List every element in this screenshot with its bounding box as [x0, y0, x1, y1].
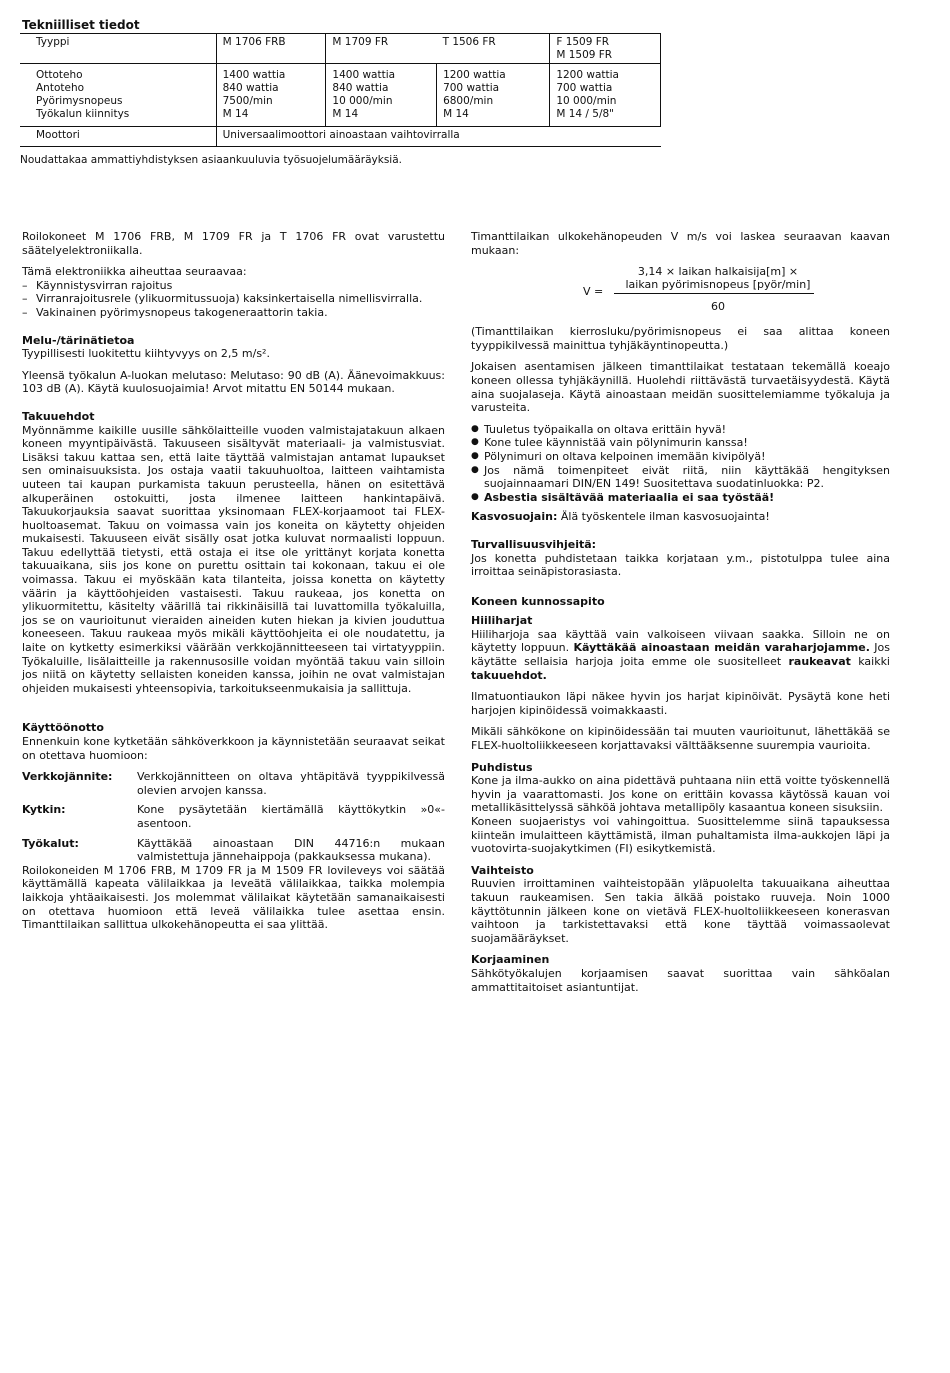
model-t1506: T 1506 FR: [437, 34, 550, 64]
list-item: ● Pölynimuri on oltava kelpoinen imemään kivipölyä!: [471, 450, 890, 464]
noise-heading: Melu-/tärinätietoa: [22, 333, 135, 347]
warranty-paragraph: Myönnämme kaikille uusille sähkölaitteille vuoden valmistajatakuun alkaen koneen myyntipäivästä. Takuuseen sisältyvät materiaali- ja valmistusviat. Lisäksi takuu kattaa sen, että laite täyttää valmistajan antamat lupaukset sen ominaisuuksista. Jos ostaja vaatii takuuhuoltoa, laitteen vaihtamista uuteen tai kaupan purkamista takuun perusteella, hänen on esitettävä alkuperäinen ostokuitti, josta ilmenee laitteen hankintapäivä. Takuukorjauksia saavat suorittaa yksinomaan FLEX-korjaamoot tai FLEX-huoltoasemat. Takuu on voimassa vain jos koneita on käytetty ohjeiden mukaisesti. Takuuseen eivät sisälly osat jotka kuluvat normaalisti loppuun. Takuu edellyttää tietysti, että ostaja ei itse ole yrittänyt korjata konetta takuuaikana, siis jos kone on purettu osittain tai kokonaan, takuu ei ole voimassa. Takuu ei myöskään kata tilanteita, joissa konetta on käytetty väärin ja käyttöohjeiden vastaisesti. Takuu raukeaa, jos konetta on ylikuormitettu, käsitelty väärillä tai rikkinäisillä tai luvattomilla työkaluilla, jos se on vaurioitunut vieraiden aineiden kuten hiekan ja kivien jouduttua koneeseen. Takuu raukeaa myös mikäli käyttöohjeita ei ole noudatettu, ja laite on kytketty esimerkiksi väärään verkkojännitteeseen tai virtatyyppiin. Työkaluille, lisälaitteille ja rakennusosille voidan myöntää takuu vain silloin jos niitä on käytetty sellaisten koneiden kanssa, joihin ne ovat valmistajan ohjeiden mukaisesti yhteensopivia, tarkoitukseenmukaisia ja sallittuja.: [22, 423, 445, 695]
def-tools: [22, 837, 445, 864]
face-shield-text: Älä työskentele ilman kasvosuojainta!: [560, 510, 770, 524]
speed-note: (Timanttilaikan kierrosluku/pyörimisnopeus ei saa alittaa koneen tyyppikilvessä mainittua tyhjäkäyntinopeutta.): [471, 325, 890, 352]
electronics-list: [22, 279, 445, 320]
def-voltage: [22, 770, 445, 797]
list-item: – Vakinainen pyörimysnopeus takogeneraattorin takia.: [22, 306, 445, 320]
right-column: [471, 230, 890, 1002]
startup-lead: Ennenkuin kone kytketään sähköverkkoon ja käynnistetään seuraavat seikat on otettava huomioon:: [22, 735, 445, 762]
def-desc: Kone pysäytetään kiertämällä käyttökytkin »0«-asentoon.: [137, 803, 445, 830]
cleaning-paragraph-1: Kone ja ilma-aukko on aina pidettävä puhtaana niin että voitte työskennellä hyvin ja vaarattomasti. Jos kone on erittäin kovassa käytössä kauan voi metallikäsittelyssä sähköä johtava metallipöly kasaantua koneen sisuksiin.: [471, 774, 890, 815]
motor-empty: [550, 127, 661, 147]
model-m1706: M 1706 FRB: [216, 34, 326, 64]
list-item: ● Kone tulee käynnistää vain pölynimurin kanssa!: [471, 436, 890, 450]
left-column: [22, 230, 445, 940]
specs-header-row: [20, 34, 661, 64]
blade-width-paragraph: Roilokoneiden M 1706 FRB, M 1709 FR ja M 1509 FR lovileveys voi säätää käyttämällä kapeata välilaikkaa ja leveätä välilaikkaa, taikka molempia laikkoja yhtäaikaisesti. Jos molemmat välilaikat käytetään samanaikaisesti on otettava huomioon että leveä välilaikka tulee asettaa ensin. Timanttilaikan sallittua ulkokehänopeutta ei saa ylittää.: [22, 863, 445, 932]
values-m1706: 1400 wattia 840 wattia 7500/min M 14: [216, 64, 326, 127]
specs-values-row: [20, 64, 661, 127]
gear-paragraph: Ruuvien irroittaminen vaihteistopään yläpuolelta takuuaikana aiheuttaa takuun raukeamisen. Sen takia älkää poistako ruuveja. Noin 1000 käyttötunnin jälkeen kone on vietävä FLEX-huoltoliikkeeseen konerasvan vaihtoon ja tarkistettavaksi että kone täyttää voimassaolevat suojamääräykset.: [471, 877, 890, 945]
specs-note: Noudattakaa ammattiyhdistyksen asiaankuuluvia työsuojelumääräyksiä.: [20, 154, 402, 166]
specs-motor-row: [20, 127, 661, 147]
model-label: Tyyppi: [20, 34, 216, 64]
cleaning-heading: Puhdistus: [471, 760, 533, 774]
speed-intro: Timanttilaikan ulkokehänopeuden V m/s voi laskea seuraavan kaavan mukaan:: [471, 230, 890, 257]
speed-formula: [471, 265, 890, 315]
values-f1509: 1200 wattia 700 wattia 10 000/min M 14 / 5/8": [550, 64, 661, 127]
electronics-lead: Tämä elektroniikka aiheuttaa seuraavaa:: [22, 265, 247, 279]
model-m1709: M 1709 FR: [326, 34, 437, 64]
sparks-paragraph: Ilmatuontiaukon läpi näkee hyvin jos harjat kipinöivät. Pysäytä kone heti harjojen kipinöidessä voimakkaasti.: [471, 690, 890, 717]
face-shield-line: [471, 510, 890, 524]
cleaning-paragraph-2: Koneen suojaeristys voi vahingoittua. Suosittelemme siinä tapauksessa kiinteän imulaitteen käyttämistä, ilman puhaltamista ilma-aukkojen läpi ja vuotovirta-suojakytkimen (FI) esikytkemistä.: [471, 815, 890, 856]
def-switch: [22, 803, 445, 830]
list-item: ● Jos nämä toimenpiteet eivät riitä, niin käyttäkää hengityksen suojainnaamari DIN/EN 149! Suositettava suodatinluokka: P2.: [471, 464, 890, 491]
repairs-paragraph: Sähkötyökalujen korjaamisen saavat suorittaa vain sähköalan ammattitaitoiset asiantuntijat.: [471, 966, 890, 994]
def-term: Verkkojännite:: [22, 770, 113, 784]
dust-bullets: [471, 423, 890, 505]
motor-value: Universaalimoottori ainoastaan vaihtovirralla: [216, 127, 550, 147]
intro-paragraph: Roilokoneet M 1706 FRB, M 1709 FR ja T 1706 FR ovat varustettu säätelyelektroniikalla.: [22, 230, 445, 257]
def-term: Työkalut:: [22, 836, 79, 850]
gear-heading: Vaihteisto: [471, 863, 534, 877]
safety-heading: Turvallisuusvihjeitä:: [471, 537, 597, 551]
specs-title: Tekniilliset tiedot: [22, 18, 140, 32]
warranty-heading: Takuuehdot: [22, 409, 95, 423]
face-shield-label: Kasvosuojain:: [471, 510, 558, 524]
model-f1509: F 1509 FR M 1509 FR: [550, 34, 661, 64]
list-item: – Virranrajoitusrele (ylikuormitussuoja) kaksinkertaisella nimellisvirralla.: [22, 292, 445, 306]
repair-send-paragraph: Mikäli sähkökone on kipinöidessään tai muuten vaurioitunut, lähettäkää se FLEX-huoltoliikkeeseen korjattavaksi välttääksenne suurempia vaurioita.: [471, 725, 890, 753]
values-t1506: 1200 wattia 700 wattia 6800/min M 14: [437, 64, 550, 127]
noise-paragraph-1: Tyypillisesti luokitettu kiihtyvyys on 2,5 m/s².: [22, 347, 270, 361]
formula-numerator-1: 3,14 × laikan halkaisija[m] ×: [637, 265, 799, 279]
formula-numerator-2: laikan pyörimisnopeus [pyör/min]: [625, 278, 811, 292]
motor-label: Moottori: [20, 127, 216, 147]
def-desc: Verkkojännitteen on oltava yhtäpitävä tyyppikilvessä olevien arvojen kanssa.: [137, 770, 445, 797]
specs-table: [20, 34, 661, 147]
brushes-paragraph: Hiiliharjoja saa käyttää vain valkoiseen viivaan saakka. Silloin ne on käytetty loppuun. Käyttäkää ainoastaan meidän varaharjojamme. Jos käytätte sellaisia harjoja joita emme ole suositelleet raukeavat kaikki takuuehdot.: [471, 627, 890, 682]
row-labels: Ottoteho Antoteho Pyörimysnopeus Työkalun kiinnitys: [20, 64, 216, 127]
values-m1709: 1400 wattia 840 wattia 10 000/min M 14: [326, 64, 437, 127]
noise-paragraph-2: Yleensä työkalun A-luokan melutaso: Melutaso: 90 dB (A). Äänevoimakkuus: 103 dB (A). Käytä kuulosuojaimia! Arvot mitattu EN 50144 mukaan.: [22, 368, 445, 396]
safety-paragraph: Jos konetta puhdistetaan taikka korjataan y.m., pistotulppa tulee aina irroittaa seinäpistorasiasta.: [471, 551, 890, 579]
formula-denominator: 60: [711, 300, 725, 314]
repairs-heading: Korjaaminen: [471, 953, 550, 967]
fraction-bar: [614, 293, 814, 294]
list-item: – Käynnistysvirran rajoitus: [22, 279, 445, 293]
brushes-heading: Hiiliharjat: [471, 614, 533, 628]
install-paragraph: Jokaisen asentamisen jälkeen timanttilaikat testataan tekemällä koeajo koneen ollessa tyhjäkäynillä. Huolehdi riittävästä turvaetäisyydestä. Käytä aina suojalaseja. Käytä ainoastaan meidän suosittelemiamme työkaluja ja varusteita.: [471, 360, 890, 415]
formula-v: V =: [583, 285, 604, 299]
startup-heading: Käyttöönotto: [22, 721, 104, 735]
def-desc: Käyttäkää ainoastaan DIN 44716:n mukaan valmistettuja jännehaippoja (pakkauksessa mukana).: [137, 836, 445, 864]
maintenance-heading: Koneen kunnossapito: [471, 594, 605, 608]
list-item: ● Tuuletus työpaikalla on oltava erittäin hyvä!: [471, 423, 890, 437]
def-term: Kytkin:: [22, 803, 66, 817]
asbestos-warning: ● Asbestia sisältävää materiaalia ei saa työstää!: [471, 491, 890, 505]
